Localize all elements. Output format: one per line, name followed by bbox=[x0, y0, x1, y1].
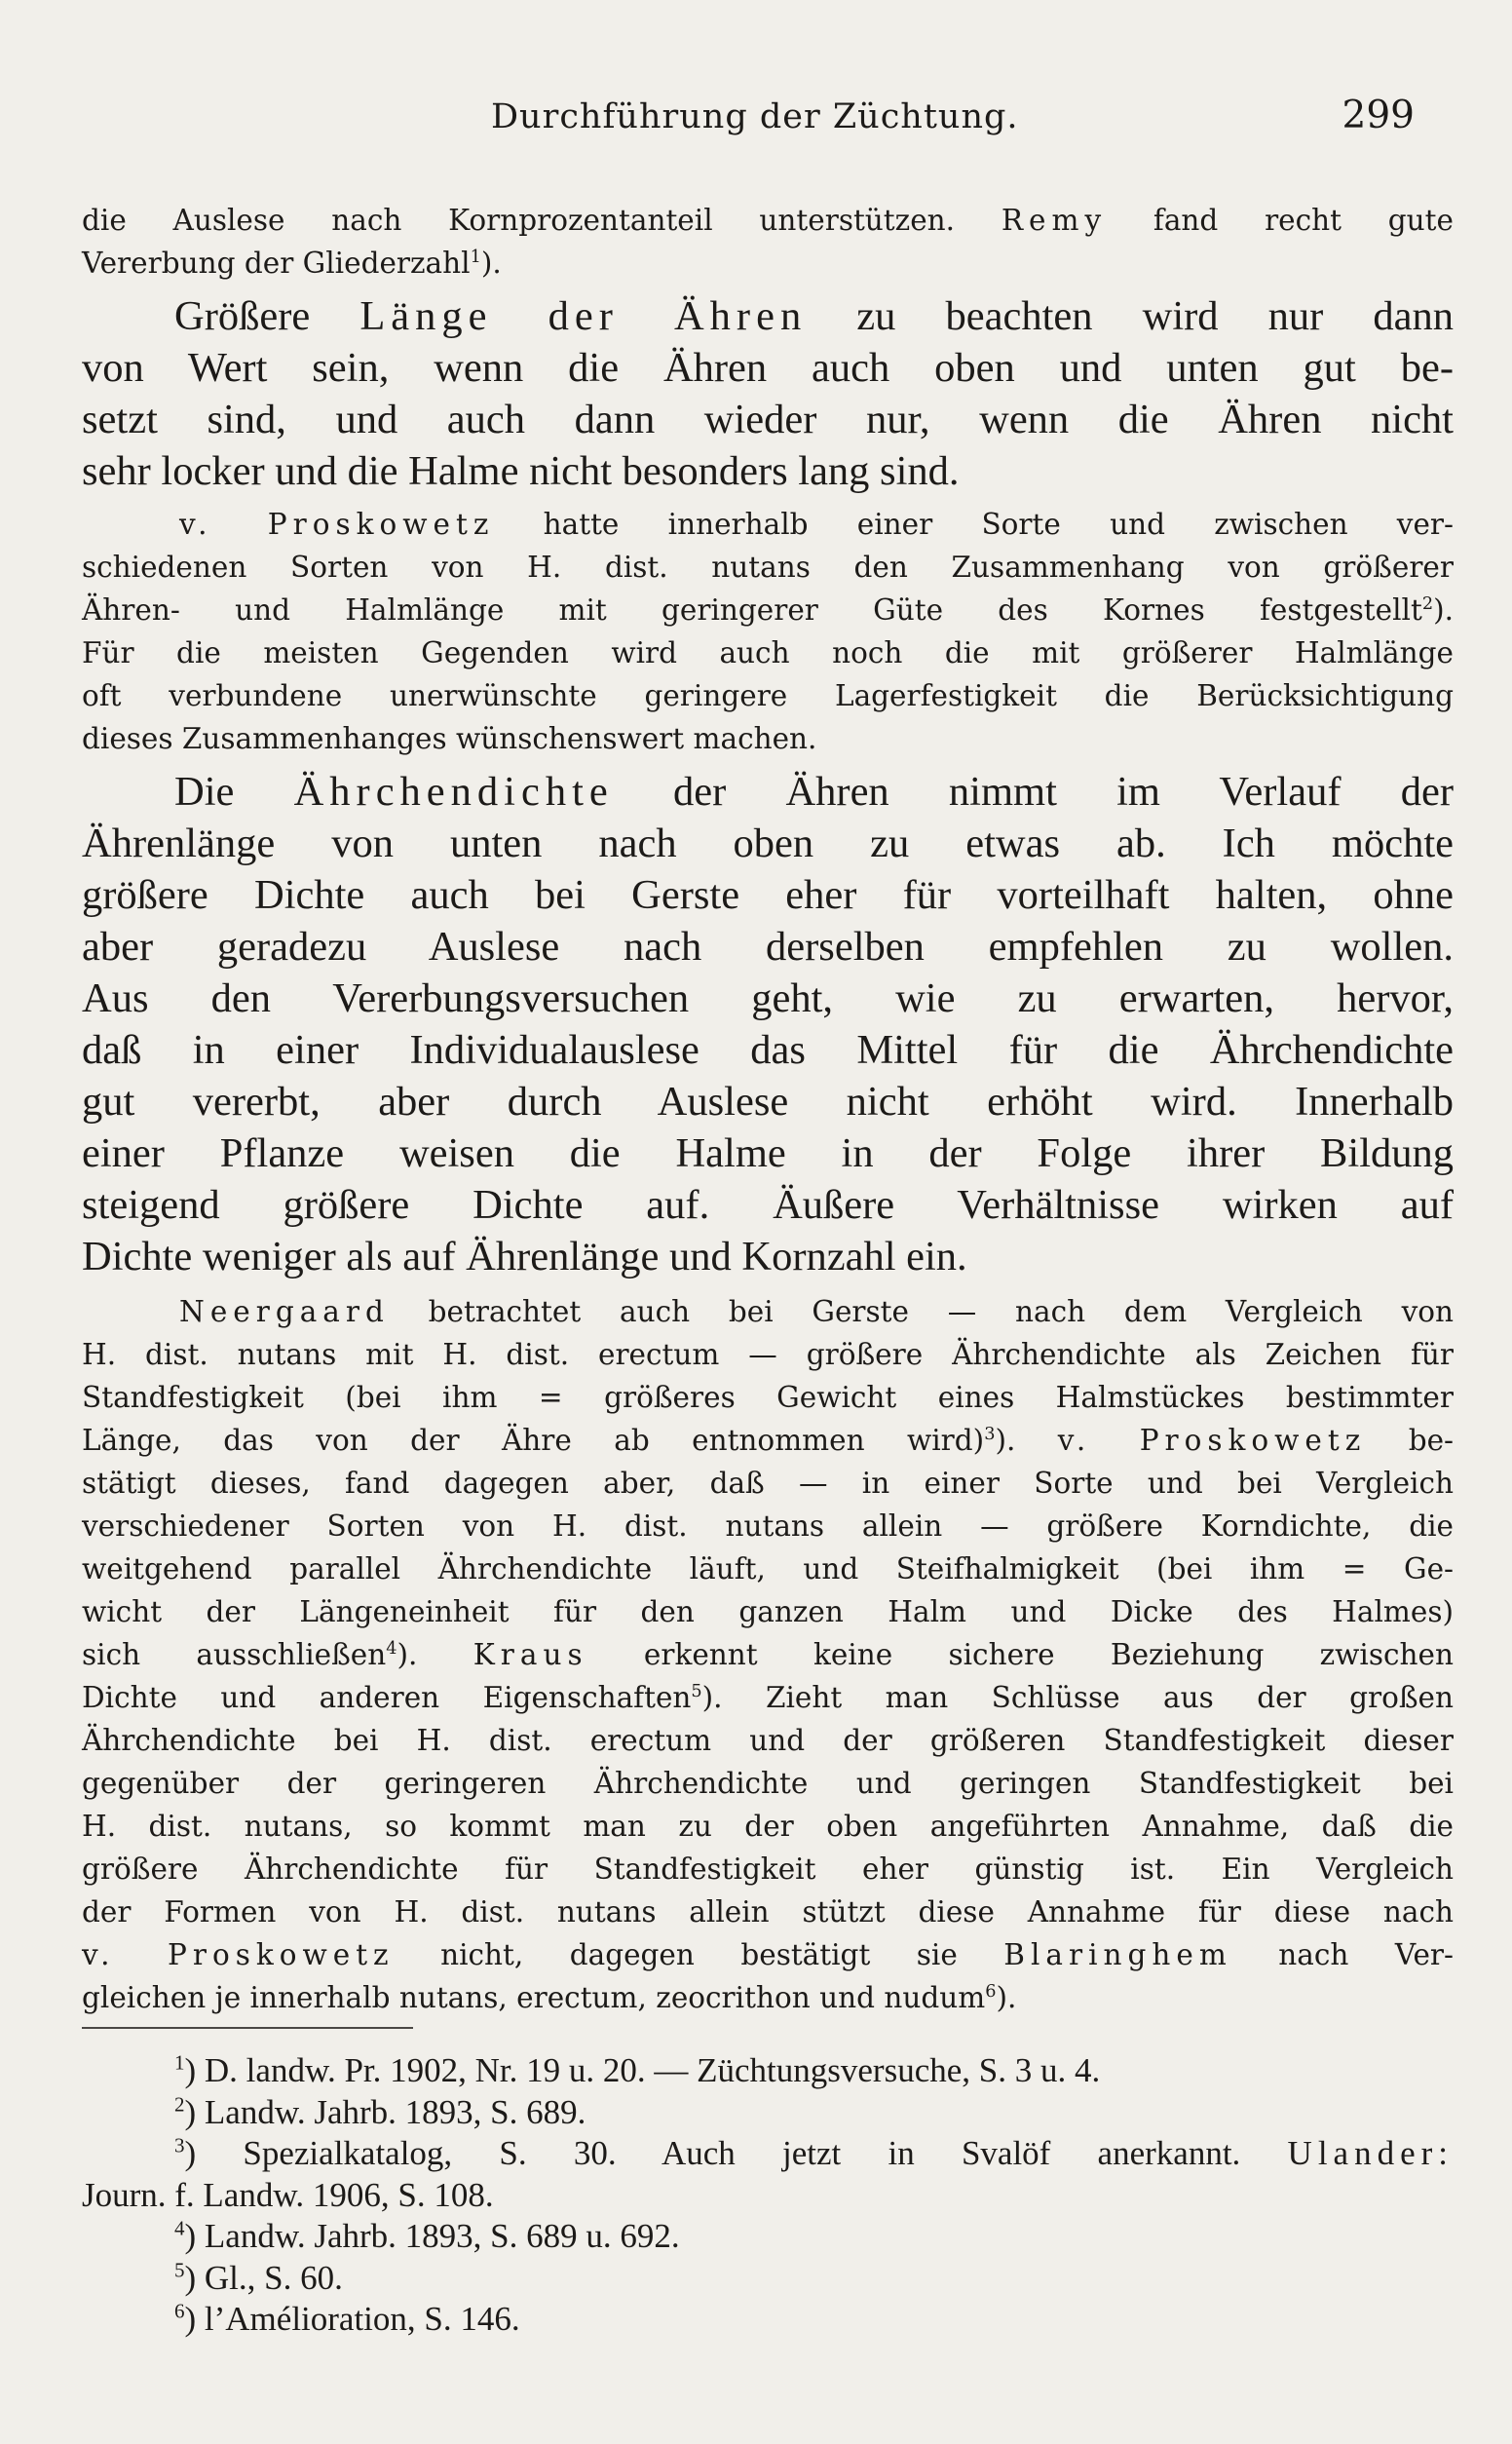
text-line: Ährenlänge von unten nach oben zu etwas ab. Ich möchte bbox=[82, 821, 1454, 866]
author-name: Blaringhem bbox=[1003, 1938, 1232, 1971]
text-line: größere Ährchendichte für Standfestigkeit eher günstig ist. Ein Vergleich bbox=[82, 1852, 1454, 1886]
footnote-separator bbox=[82, 2027, 413, 2029]
text-line: daß in einer Individualauslese das Mittel für die Ährchendichte bbox=[82, 1027, 1454, 1073]
footnote-ref: 2 bbox=[1421, 594, 1434, 615]
text-line: Standfestigkeit (bei ihm = größeres Gewicht eines Halmstückes bestimmter bbox=[82, 1381, 1454, 1414]
author-name: Remy bbox=[1001, 204, 1108, 237]
footnotes bbox=[82, 2050, 1454, 2341]
text-line: Die Ährchendichte der Ähren nimmt im Verlauf der bbox=[174, 769, 1454, 815]
text-line: gegenüber der geringeren Ährchendichte und geringen Standfestigkeit bei bbox=[82, 1767, 1454, 1800]
text-line: einer Pflanze weisen die Halme in der Folge ihrer Bildung bbox=[82, 1130, 1454, 1176]
footnote-ref: 1 bbox=[470, 248, 481, 268]
text-line: Für die meisten Gegenden wird auch noch die mit größerer Halmlänge bbox=[82, 636, 1454, 669]
text-line: wicht der Längeneinheit für den ganzen Halm und Dicke des Halmes) bbox=[82, 1595, 1454, 1628]
paragraph-proskowetz bbox=[82, 503, 1454, 760]
text-line: Aus den Vererbungsversuchen geht, wie zu erwarten, hervor, bbox=[82, 975, 1454, 1021]
text-line: oft verbundene unerwünschte geringere Lagerfestigkeit die Berücksichtigung bbox=[82, 679, 1454, 712]
footnote-5: $^5$) Gl., S. 60. bbox=[174, 2257, 343, 2297]
text-line: verschiedener Sorten von H. dist. nutans allein — größere Korndichte, die bbox=[82, 1509, 1454, 1543]
text-line: schiedenen Sorten von H. dist. nutans den Zusammenhang von größerer bbox=[82, 551, 1454, 584]
footnote-3-continued: Journ. f. Landw. 1906, S. 108. bbox=[82, 2175, 494, 2214]
text-line: größere Dichte auch bei Gerste eher für vorteilhaft halten, ohne bbox=[82, 872, 1454, 918]
text-line: gleichen je innerhalb nutans, erectum, zeocrithon und nudum$^6$). bbox=[82, 1981, 1017, 2014]
text-line: steigend größere Dichte auf. Äußere Verhältnisse wirken auf bbox=[82, 1182, 1454, 1228]
running-title: Durchführung der Züchtung. bbox=[491, 97, 1019, 136]
footnote-6: $^6$) l’Amélioration, S. 146. bbox=[174, 2299, 520, 2338]
footnote-ref: 6 bbox=[985, 1982, 997, 2003]
text-line: weitgehend parallel Ährchendichte läuft, und Steifhalmigkeit (bei ihm = Ge- bbox=[82, 1552, 1454, 1585]
author-name: Ulander: bbox=[1287, 2134, 1454, 2172]
text-line: v. Proskowetz hatte innerhalb einer Sorte und zwischen ver- bbox=[179, 508, 1454, 541]
text-line: die Auslese nach Kornprozentanteil unterstützen. Remy fand recht gute bbox=[82, 204, 1454, 237]
text-line: Ähren- und Halmlänge mit geringerer Güte des Kornes festgestellt$^2$). bbox=[82, 593, 1454, 627]
text-line: von Wert sein, wenn die Ähren auch oben und unten gut be- bbox=[82, 345, 1454, 391]
paragraph-neergaard bbox=[82, 1290, 1454, 2019]
paragraph-ear-length bbox=[82, 290, 1454, 497]
emphasis-term: Ährchendichte bbox=[293, 769, 614, 815]
text-line: der Formen von H. dist. nutans allein stützt diese Annahme für diese nach bbox=[82, 1895, 1454, 1928]
footnote-ref: 4 bbox=[386, 1639, 397, 1660]
text-line: H. dist. nutans, so kommt man zu der oben angeführten Annahme, daß die bbox=[82, 1810, 1454, 1843]
author-name: Kraus bbox=[472, 1638, 588, 1671]
text-line: stätigt dieses, fand dagegen aber, daß — in einer Sorte und bei Vergleich bbox=[82, 1467, 1454, 1500]
footnote-1: $^1$) D. landw. Pr. 1902, Nr. 19 u. 20. — Züchtungsversuche, S. 3 u. 4. bbox=[174, 2050, 1101, 2089]
page-number: 299 bbox=[1342, 94, 1415, 137]
footnote-3: $^3$) Spezialkatalog, S. 30. Auch jetzt in Svalöf anerkannt. Ulander: bbox=[174, 2133, 1454, 2172]
text-line: Länge, das von der Ähre ab entnommen wird)$^3$). v. Proskowetz be- bbox=[82, 1424, 1455, 1457]
text-line: Neergaard betrachtet auch bei Gerste — nach dem Vergleich von bbox=[179, 1295, 1454, 1328]
text-line: v. Proskowetz nicht, dagegen bestätigt sie Blaringhem nach Ver- bbox=[82, 1938, 1454, 1971]
footnote-4: $^4$) Landw. Jahrb. 1893, S. 689 u. 692. bbox=[174, 2216, 680, 2255]
text-line: Dichte weniger als auf Ährenlänge und Kornzahl ein. bbox=[82, 1234, 967, 1279]
text-line: Ährchendichte bei H. dist. erectum und der größeren Standfestigkeit dieser bbox=[82, 1724, 1454, 1757]
text-line: gut vererbt, aber durch Auslese nicht erhöht wird. Innerhalb bbox=[82, 1079, 1454, 1125]
author-name: v. Proskowetz bbox=[179, 508, 495, 541]
text-line: setzt sind, und auch dann wieder nur, wenn die Ähren nicht bbox=[82, 397, 1454, 442]
author-name: v. Proskowetz bbox=[82, 1938, 395, 1971]
text-line: sehr locker und die Halme nicht besonders lang sind. bbox=[82, 448, 960, 494]
footnote-2: $^2$) Landw. Jahrb. 1893, S. 689. bbox=[174, 2091, 586, 2131]
text-line: Größere Länge der Ähren zu beachten wird nur dann bbox=[174, 293, 1454, 339]
emphasis-term: Länge der Ähren bbox=[359, 293, 808, 339]
footnote-ref: 5 bbox=[691, 1682, 702, 1702]
text-line: H. dist. nutans mit H. dist. erectum — größere Ährchendichte als Zeichen für bbox=[82, 1338, 1454, 1371]
author-name: Neergaard bbox=[179, 1295, 390, 1328]
page-header bbox=[82, 94, 1454, 156]
author-name: v. Proskowetz bbox=[1057, 1424, 1367, 1457]
paragraph-continuation bbox=[82, 199, 1454, 285]
text-line: sich ausschließen$^4$). Kraus erkennt keine sichere Beziehung zwischen bbox=[82, 1638, 1454, 1671]
paragraph-spikelet-density bbox=[82, 766, 1454, 1282]
text-line: Dichte und anderen Eigenschaften$^5$). Zieht man Schlüsse aus der großen bbox=[82, 1681, 1454, 1714]
footnote-ref: 3 bbox=[984, 1425, 996, 1445]
text-line: aber geradezu Auslese nach derselben empfehlen zu wollen. bbox=[82, 924, 1454, 970]
text-line: Vererbung der Gliederzahl$^1$). bbox=[82, 247, 502, 280]
text-line: dieses Zusammenhanges wünschenswert machen. bbox=[82, 722, 817, 755]
